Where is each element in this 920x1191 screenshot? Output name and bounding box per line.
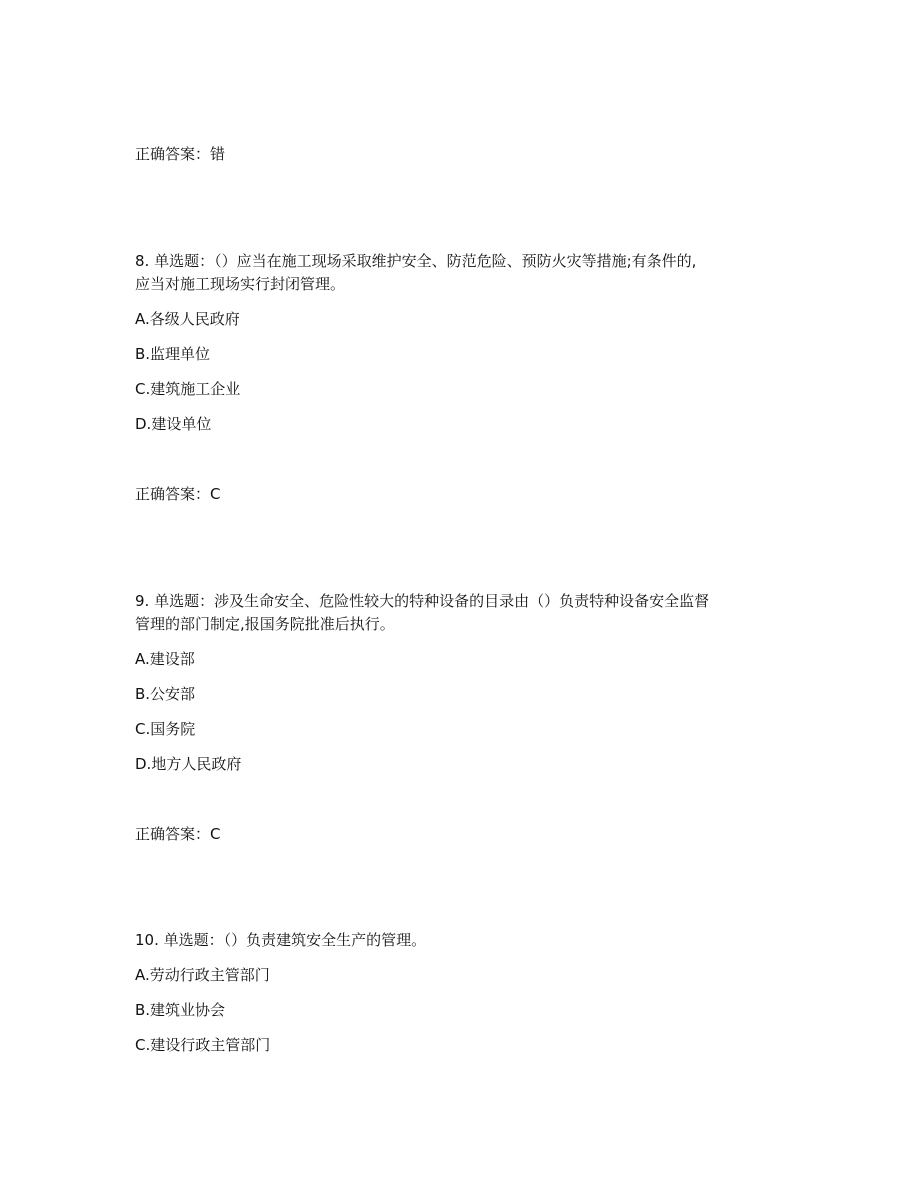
question-9-answer: 正确答案：C xyxy=(135,825,221,843)
question-8-answer: 正确答案：C xyxy=(135,485,221,503)
question-10-option-c: C.建设行政主管部门 xyxy=(135,1036,271,1054)
question-10-stem-line1: 10. 单选题：（）负责建筑安全生产的管理。 xyxy=(135,931,427,949)
prev-answer: 正确答案：错 xyxy=(135,145,226,163)
question-8-option-c: C.建筑施工企业 xyxy=(135,380,241,398)
question-9-option-b: B.公安部 xyxy=(135,685,196,703)
question-8-option-d: D.建设单位 xyxy=(135,415,212,433)
question-8-option-b: B.监理单位 xyxy=(135,345,211,363)
question-9-option-a: A.建设部 xyxy=(135,650,195,668)
question-9-stem-line1: 9. 单选题：涉及生命安全、危险性较大的特种设备的目录由（）负责特种设备安全监督 xyxy=(135,592,710,610)
question-8-stem-line2: 应当对施工现场实行封闭管理。 xyxy=(135,275,346,293)
question-9-stem-line2: 管理的部门制定,报国务院批准后执行。 xyxy=(135,615,395,633)
question-10-option-a: A.劳动行政主管部门 xyxy=(135,966,270,984)
question-8-stem-line1: 8. 单选题：（）应当在施工现场采取维护安全、防范危险、预防火灾等措施;有条件的, xyxy=(135,252,697,270)
question-10-option-b: B.建筑业协会 xyxy=(135,1001,226,1019)
question-9-option-c: C.国务院 xyxy=(135,720,196,738)
question-9-option-d: D.地方人民政府 xyxy=(135,755,242,773)
question-8-option-a: A.各级人民政府 xyxy=(135,310,240,328)
